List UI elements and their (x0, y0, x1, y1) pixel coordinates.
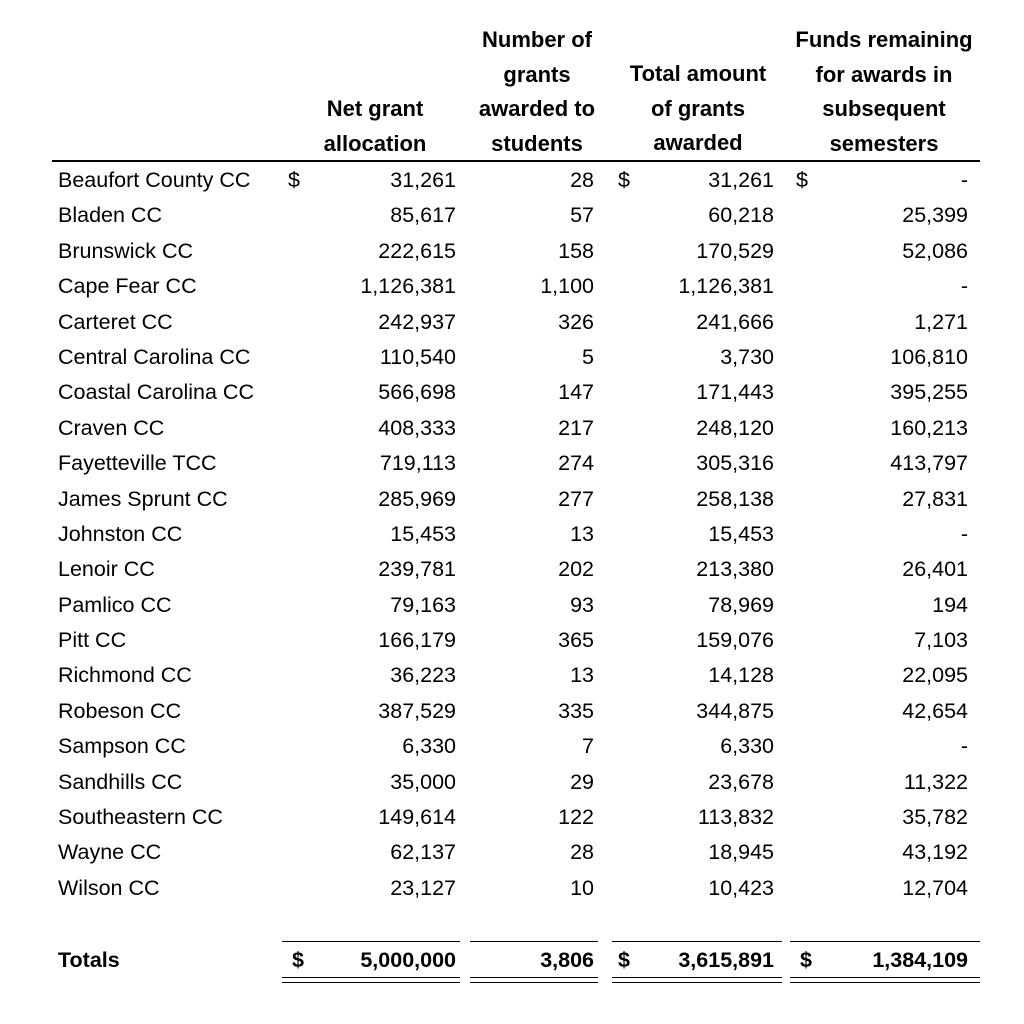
totals-rule-total (612, 941, 782, 942)
funds-remaining: - (960, 734, 968, 759)
funds-remaining: 22,095 (902, 663, 968, 688)
number-of-grants: 10 (570, 875, 594, 900)
header-total-amount: Total amount of grants awarded (629, 61, 767, 155)
total-amount-awarded: 213,380 (696, 557, 774, 582)
totals-double-rule-num (470, 977, 598, 983)
number-of-grants: 202 (558, 557, 594, 582)
number-of-grants: 274 (558, 451, 594, 476)
college-name: Pitt CC (58, 628, 127, 653)
number-of-grants: 335 (558, 698, 594, 723)
funds-remaining: 1,271 (914, 309, 968, 334)
table-row (0, 658, 1024, 693)
net-grant-allocation: 222,615 (378, 238, 456, 263)
total-amount-awarded: 344,875 (696, 698, 774, 723)
net-grant-allocation: 242,937 (378, 309, 456, 334)
header-funds-remaining: Funds remaining for awards in subsequent semesters (795, 27, 973, 156)
net-grant-allocation: 1,126,381 (360, 274, 456, 299)
totals-dollar-total: $ (618, 948, 630, 972)
totals-row (0, 943, 1024, 977)
net-grant-allocation: 23,127 (390, 875, 456, 900)
funds-remaining: 106,810 (890, 344, 968, 369)
funds-remaining: 160,213 (890, 415, 968, 440)
table-row (0, 800, 1024, 835)
total-amount-awarded: 305,316 (696, 451, 774, 476)
funds-remaining: 43,192 (902, 840, 968, 865)
net-grant-allocation: 62,137 (390, 840, 456, 865)
funds-remaining: 11,322 (903, 769, 968, 794)
funds-remaining: - (960, 274, 968, 299)
net-grant-allocation: 149,614 (378, 805, 456, 830)
table-row (0, 411, 1024, 446)
net-grant-allocation: 408,333 (378, 415, 456, 440)
total-amount-awarded: 14,128 (708, 663, 774, 688)
table-row (0, 729, 1024, 764)
totals-num: 3,806 (540, 948, 594, 972)
number-of-grants: 13 (570, 521, 594, 546)
funds-remaining: 395,255 (890, 380, 968, 405)
table-row (0, 340, 1024, 375)
table-row (0, 588, 1024, 623)
table-row (0, 234, 1024, 269)
funds-remaining: 12,704 (902, 875, 968, 900)
total-amount-awarded: 1,126,381 (678, 274, 774, 299)
net-grant-allocation: 110,540 (379, 344, 456, 369)
total-amount-awarded: 15,453 (708, 521, 774, 546)
totals-rule-remaining (790, 941, 980, 942)
college-name: Carteret CC (58, 309, 173, 334)
funds-remaining: 194 (932, 592, 968, 617)
college-name: Johnston CC (58, 521, 183, 546)
totals-rule-net (282, 941, 460, 942)
college-name: Fayetteville TCC (58, 451, 217, 476)
total-amount-awarded: 113,832 (697, 805, 774, 830)
total-amount-awarded: 248,120 (696, 415, 774, 440)
college-name: Beaufort County CC (58, 168, 251, 192)
number-of-grants: 158 (558, 238, 594, 263)
number-of-grants: 5 (582, 344, 594, 369)
dollar-sign: $ (618, 168, 630, 192)
funds-remaining: 25,399 (902, 203, 968, 228)
table-row (0, 835, 1024, 870)
number-of-grants: 277 (558, 486, 594, 511)
number-of-grants: 1,100 (540, 274, 594, 299)
table-row (0, 375, 1024, 410)
number-of-grants: 13 (570, 663, 594, 688)
college-name: Wilson CC (58, 875, 160, 900)
header-net-grant-allocation: Net grant allocation (323, 96, 427, 156)
table-row (0, 163, 1024, 198)
total-amount-awarded: 241,666 (696, 309, 774, 334)
total-amount-awarded: 31,261 (708, 168, 774, 192)
number-of-grants: 28 (570, 840, 594, 865)
college-name: Craven CC (58, 415, 165, 440)
totals-double-rule-total (612, 977, 782, 983)
table-row (0, 482, 1024, 517)
college-name: Southeastern CC (58, 805, 223, 830)
funds-remaining: 42,654 (902, 698, 968, 723)
net-grant-allocation: 166,179 (378, 628, 456, 653)
funds-remaining: 26,401 (902, 557, 968, 582)
funds-remaining: 27,831 (902, 486, 968, 511)
total-amount-awarded: 159,076 (696, 628, 774, 653)
number-of-grants: 29 (570, 769, 594, 794)
college-name: Cape Fear CC (58, 274, 197, 299)
table-body (0, 163, 1024, 906)
table-row (0, 269, 1024, 304)
totals-double-rule-net (282, 977, 460, 983)
total-amount-awarded: 78,969 (708, 592, 774, 617)
totals-net: 5,000,000 (360, 948, 456, 972)
net-grant-allocation: 239,781 (378, 557, 456, 582)
college-name: Lenoir CC (58, 557, 155, 582)
totals-total: 3,615,891 (678, 948, 774, 972)
funds-remaining: 52,086 (902, 238, 968, 263)
total-amount-awarded: 3,730 (720, 344, 774, 369)
total-amount-awarded: 60,218 (708, 203, 774, 228)
net-grant-allocation: 31,261 (390, 168, 456, 192)
net-grant-allocation: 35,000 (390, 769, 456, 794)
table-row (0, 305, 1024, 340)
totals-remaining: 1,384,109 (872, 948, 968, 972)
total-amount-awarded: 10,423 (708, 875, 774, 900)
college-name: Bladen CC (58, 203, 162, 228)
total-amount-awarded: 170,529 (696, 238, 774, 263)
total-amount-awarded: 258,138 (696, 486, 774, 511)
funds-remaining: - (960, 521, 968, 546)
table-row (0, 517, 1024, 552)
college-name: Richmond CC (58, 663, 192, 688)
dollar-sign: $ (288, 168, 300, 192)
table-row (0, 623, 1024, 658)
header-rule (52, 160, 980, 162)
net-grant-allocation: 566,698 (378, 380, 456, 405)
table-row (0, 446, 1024, 481)
college-name: Brunswick CC (58, 238, 193, 263)
table-row (0, 198, 1024, 233)
table-row (0, 765, 1024, 800)
number-of-grants: 326 (558, 309, 594, 334)
number-of-grants: 122 (558, 805, 594, 830)
total-amount-awarded: 6,330 (720, 734, 774, 759)
totals-double-rule-remaining (790, 977, 980, 983)
funds-remaining: 413,797 (890, 451, 968, 476)
totals-dollar-net: $ (292, 948, 304, 972)
number-of-grants: 7 (582, 734, 594, 759)
net-grant-allocation: 719,113 (379, 451, 456, 476)
totals-dollar-remaining: $ (800, 948, 812, 972)
college-name: Sandhills CC (58, 769, 183, 794)
college-name: James Sprunt CC (58, 486, 228, 511)
college-name: Pamlico CC (58, 592, 172, 617)
funds-remaining: 7,103 (914, 628, 968, 653)
funds-remaining: - (960, 168, 968, 192)
number-of-grants: 28 (570, 168, 594, 192)
number-of-grants: 365 (558, 628, 594, 653)
net-grant-allocation: 15,453 (390, 521, 456, 546)
number-of-grants: 57 (570, 203, 594, 228)
net-grant-allocation: 85,617 (390, 203, 456, 228)
college-name: Robeson CC (58, 698, 182, 723)
funds-remaining: 35,782 (902, 805, 968, 830)
college-name: Central Carolina CC (58, 344, 251, 369)
totals-rule-num (470, 941, 598, 942)
number-of-grants: 93 (570, 592, 594, 617)
college-name: Wayne CC (58, 840, 162, 865)
college-name: Coastal Carolina CC (58, 380, 254, 405)
net-grant-allocation: 387,529 (378, 698, 456, 723)
college-name: Sampson CC (58, 734, 186, 759)
number-of-grants: 217 (558, 415, 594, 440)
totals-label: Totals (58, 948, 120, 972)
total-amount-awarded: 18,945 (708, 840, 774, 865)
table-row (0, 694, 1024, 729)
dollar-sign: $ (796, 168, 808, 192)
number-of-grants: 147 (558, 380, 594, 405)
net-grant-allocation: 6,330 (402, 734, 456, 759)
total-amount-awarded: 171,443 (696, 380, 774, 405)
net-grant-allocation: 36,223 (390, 663, 456, 688)
table-row (0, 552, 1024, 587)
net-grant-allocation: 285,969 (378, 486, 456, 511)
net-grant-allocation: 79,163 (390, 592, 456, 617)
table-row (0, 871, 1024, 906)
header-number-of-grants: Number of grants awarded to students (478, 27, 596, 156)
total-amount-awarded: 23,678 (708, 769, 774, 794)
